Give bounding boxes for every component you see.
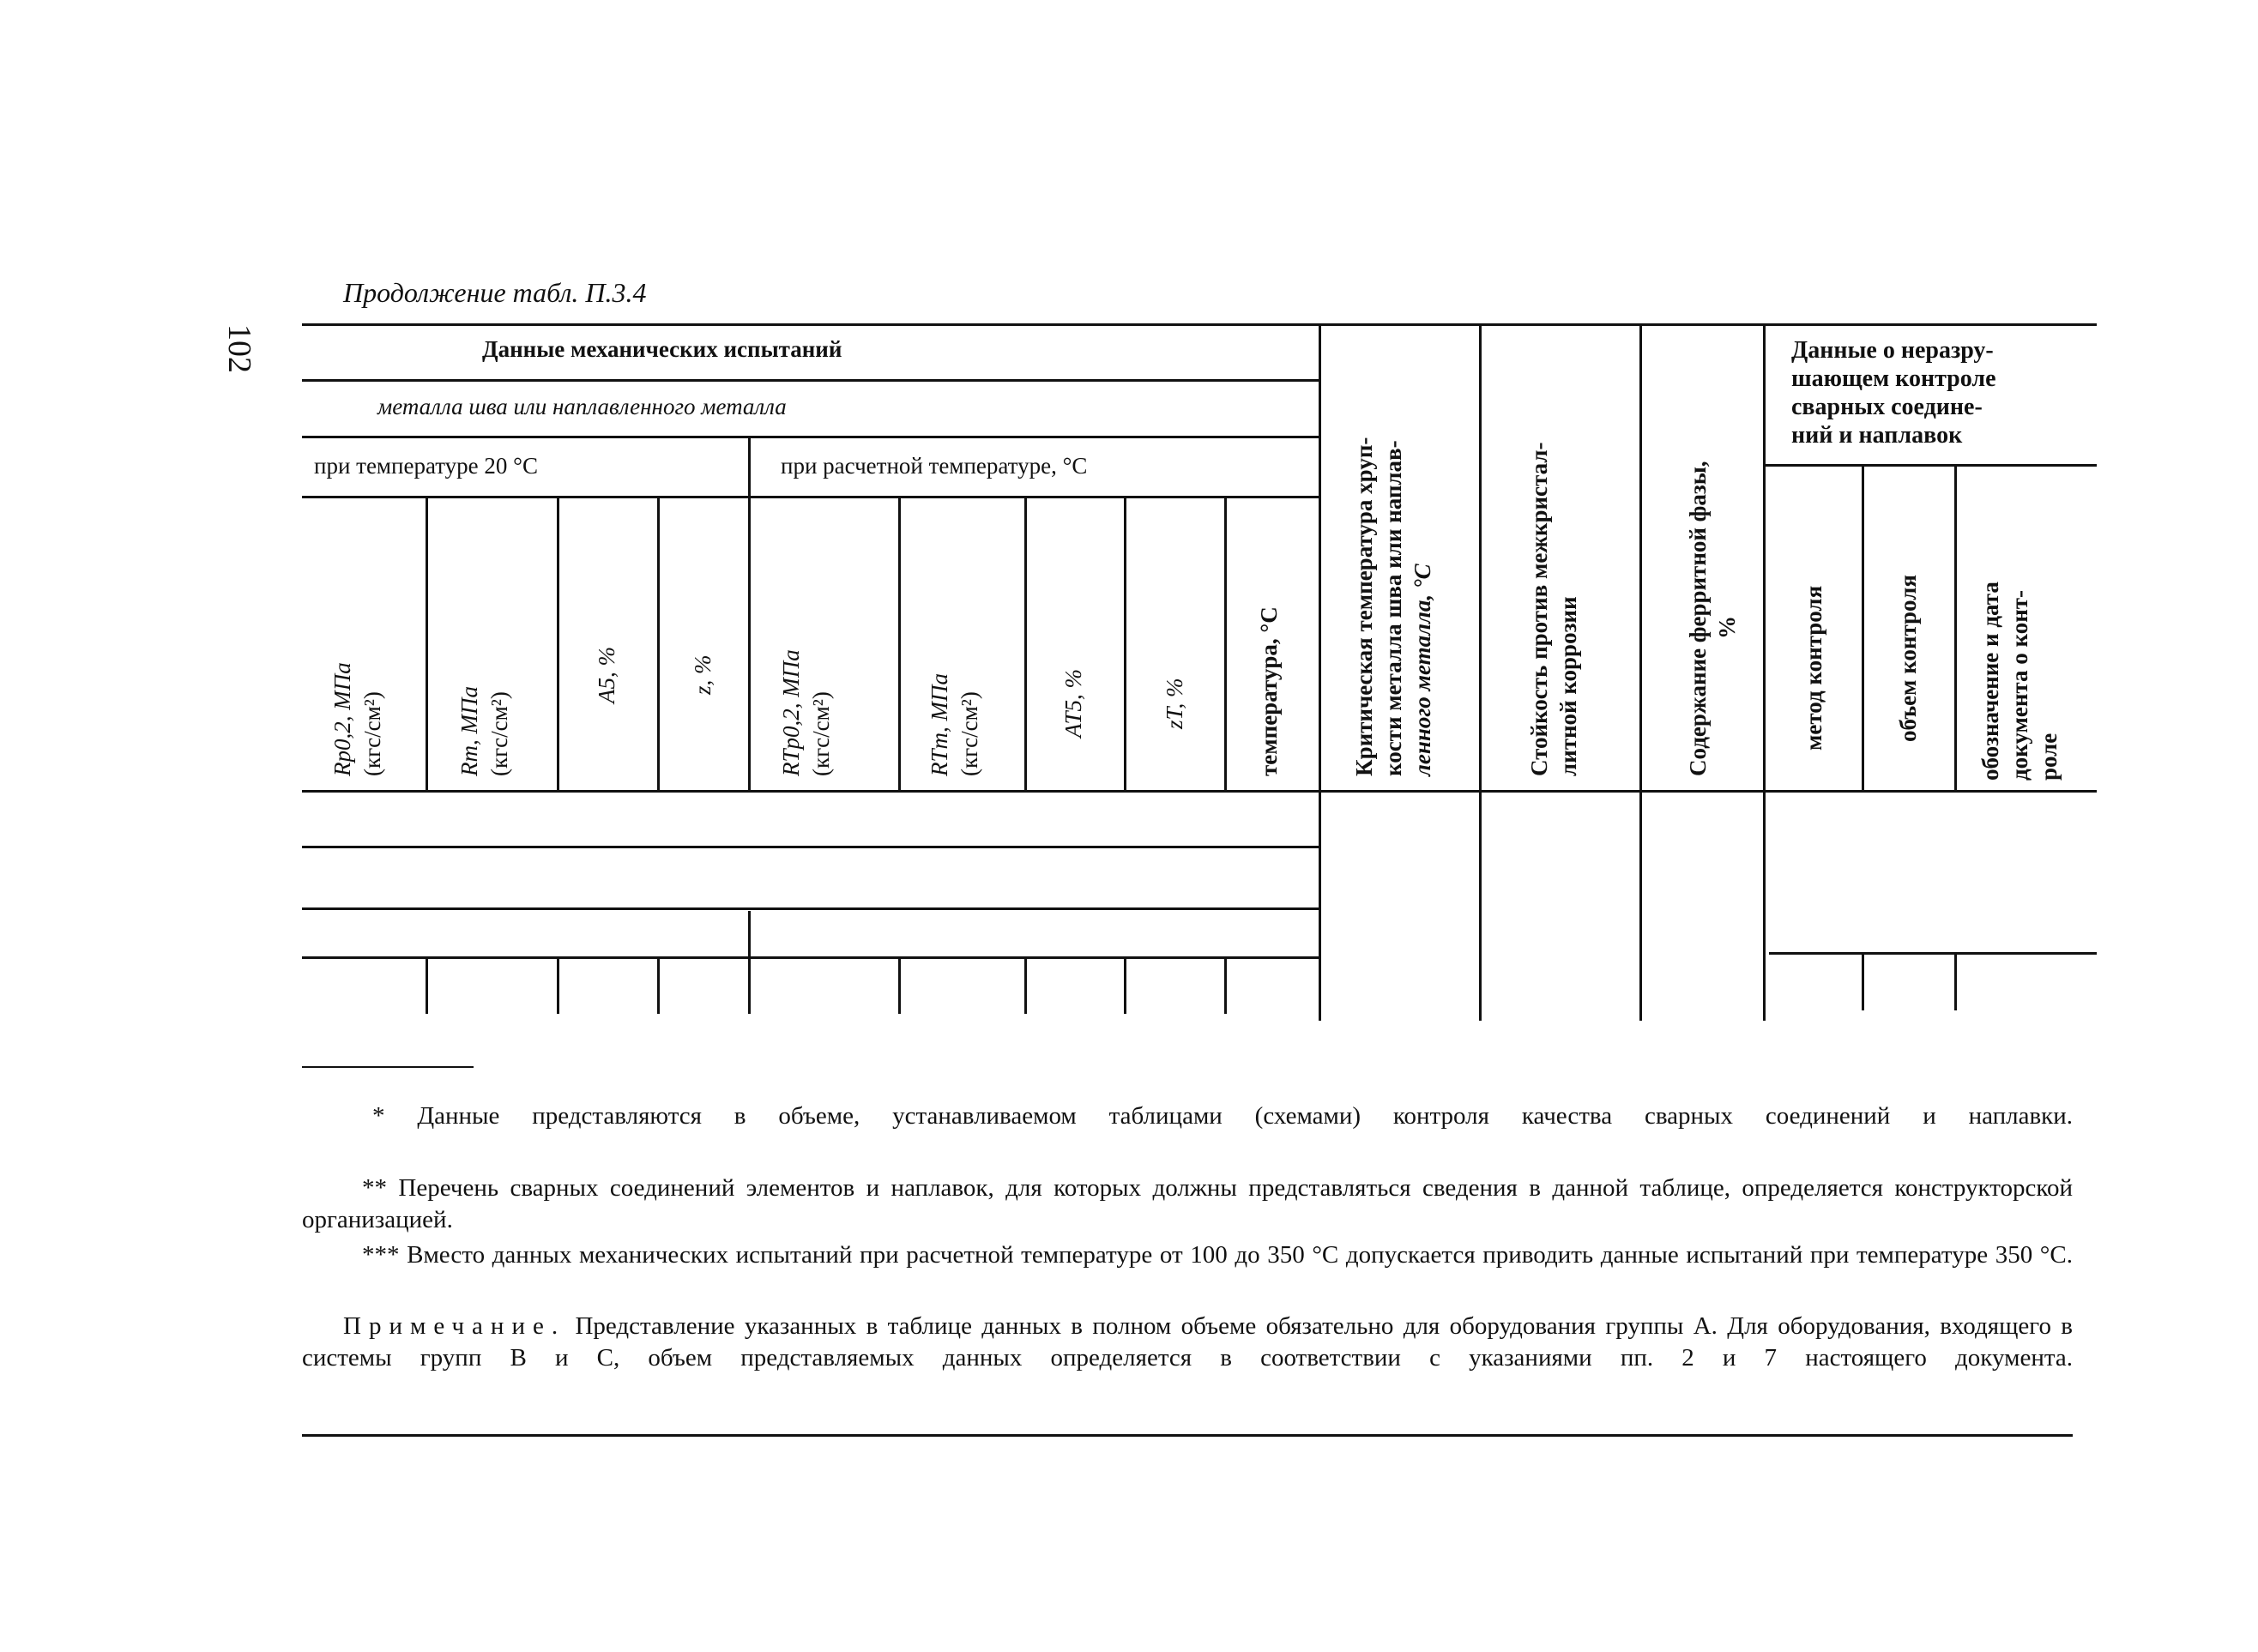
header-ndt-line: Данные о неразру- xyxy=(1791,337,1994,364)
col-line: (кгс/см²) xyxy=(359,691,386,776)
rule xyxy=(302,496,1321,498)
rule xyxy=(1224,497,1227,790)
col-line: температура, °С xyxy=(1256,606,1282,776)
header-t20: при температуре 20 °С xyxy=(314,453,538,479)
col-line: (кгс/см²) xyxy=(957,691,983,776)
rule xyxy=(302,907,1321,910)
rule xyxy=(302,846,1321,848)
footnote-2: ** Перечень сварных соединений элементов и наплавок, для которых должны представляться сведения в данной таблице, определяется конструкторской организацией. xyxy=(302,1174,2073,1233)
rule xyxy=(426,958,428,1014)
header-metal: металла шва или наплавленного металла xyxy=(377,394,787,419)
header-ndt-line: сварных соедине- xyxy=(1791,394,1983,420)
col-ferrite xyxy=(1683,461,1742,776)
remark-text: Представление указанных в таблице данных в полном объеме обязательно для оборудования группы А. Для оборудования, входящего в системы групп В и С, объем представляемых данных определяется в соответствии с указаниями пп. 2 и 7 настоящего документа. xyxy=(302,1312,2073,1372)
rule xyxy=(302,379,1321,382)
col-temperature xyxy=(1254,606,1284,776)
rule xyxy=(1319,326,1321,1021)
rule xyxy=(302,790,2097,793)
footnote-1: * Данные представляются в объеме, устанавливаемом таблицами (схемами) контроля качества сварных соединений и наплавки. xyxy=(372,1102,2073,1130)
rule xyxy=(302,323,2097,326)
rule xyxy=(1763,464,2097,467)
col-line: обозначение и дата xyxy=(1977,582,2003,781)
col-rtm xyxy=(925,673,985,776)
col-line: AT5, % xyxy=(1060,669,1086,738)
rule xyxy=(898,958,901,1014)
col-ndt-document xyxy=(1976,582,2063,781)
col-rtp02 xyxy=(776,649,836,776)
rule xyxy=(1124,958,1126,1014)
rule xyxy=(657,497,660,790)
col-line: Rp0,2, МПа xyxy=(329,662,355,776)
header-ndt-line: ний и наплавок xyxy=(1791,422,1963,449)
col-line: метод контроля xyxy=(1801,585,1826,751)
col-corrosion xyxy=(1524,443,1583,776)
rule xyxy=(898,497,901,790)
rule xyxy=(1224,958,1227,1014)
col-zt xyxy=(1160,678,1190,729)
rule xyxy=(1954,466,1957,790)
col-line: ленного металла, °С xyxy=(1410,564,1435,776)
remark xyxy=(302,1311,2073,1406)
col-line: Содержание ферритной фазы, xyxy=(1685,461,1711,776)
rule xyxy=(1479,326,1482,1021)
bottom-rule xyxy=(302,1434,2073,1437)
col-z xyxy=(688,655,718,696)
header-tcalc: при расчетной температуре, °С xyxy=(781,453,1088,479)
col-line: (кгс/см²) xyxy=(486,691,513,776)
rule xyxy=(302,956,1321,959)
col-line: документа о конт- xyxy=(2007,589,2032,781)
rule xyxy=(1639,326,1642,1021)
header-ndt-line: шающем контроле xyxy=(1791,365,1996,392)
col-line: Rm, МПа xyxy=(456,686,482,776)
rule xyxy=(657,958,660,1014)
col-line: RTm, МПа xyxy=(927,673,952,776)
col-at5 xyxy=(1059,669,1089,738)
footnote-3: *** Вместо данных механических испытаний при расчетной температуре от 100 до 350 °С допускается приводить данные испытаний при температуре 350 °С. xyxy=(362,1241,2073,1269)
col-rp02 xyxy=(328,662,388,776)
remark-label: Примечание. xyxy=(343,1312,566,1340)
col-rm xyxy=(455,686,515,776)
col-line: Критическая температура хруп- xyxy=(1351,437,1377,776)
rule xyxy=(302,436,1321,438)
rule xyxy=(1763,326,1766,1021)
col-line: RTp0,2, МПа xyxy=(778,649,804,776)
col-critical-temp xyxy=(1349,437,1437,776)
page-number: 102 xyxy=(221,324,257,373)
rule xyxy=(557,497,559,790)
footnote-separator xyxy=(302,1066,474,1068)
rule xyxy=(1769,952,2097,955)
col-line: роле xyxy=(2036,733,2062,781)
rule xyxy=(1862,955,1864,1010)
rule xyxy=(426,497,428,790)
header-ndt xyxy=(1791,336,1996,449)
header-mech: Данные механических испытаний xyxy=(482,336,842,362)
col-line: zT, % xyxy=(1162,678,1187,729)
col-ndt-volume xyxy=(1893,575,1923,742)
table-caption: Продолжение табл. П.3.4 xyxy=(343,277,647,308)
col-line: A5, % xyxy=(594,647,619,703)
rule xyxy=(1124,497,1126,790)
col-line: объем контроля xyxy=(1895,575,1921,742)
rule xyxy=(1862,466,1864,790)
col-line: z, % xyxy=(690,654,715,695)
col-ndt-method xyxy=(1799,586,1828,751)
rule xyxy=(1024,958,1027,1014)
rule xyxy=(748,911,751,1014)
col-line: кости металла шва или наплав- xyxy=(1380,440,1406,776)
rule xyxy=(1024,497,1027,790)
col-line: % xyxy=(1714,616,1740,639)
col-line: (кгс/см²) xyxy=(808,691,835,776)
rule xyxy=(1954,955,1957,1010)
col-line: Стойкость против межкристал- xyxy=(1526,442,1552,776)
rule xyxy=(748,437,751,790)
col-line: литной коррозии xyxy=(1555,596,1581,776)
col-a5 xyxy=(592,647,622,703)
rule xyxy=(557,958,559,1014)
